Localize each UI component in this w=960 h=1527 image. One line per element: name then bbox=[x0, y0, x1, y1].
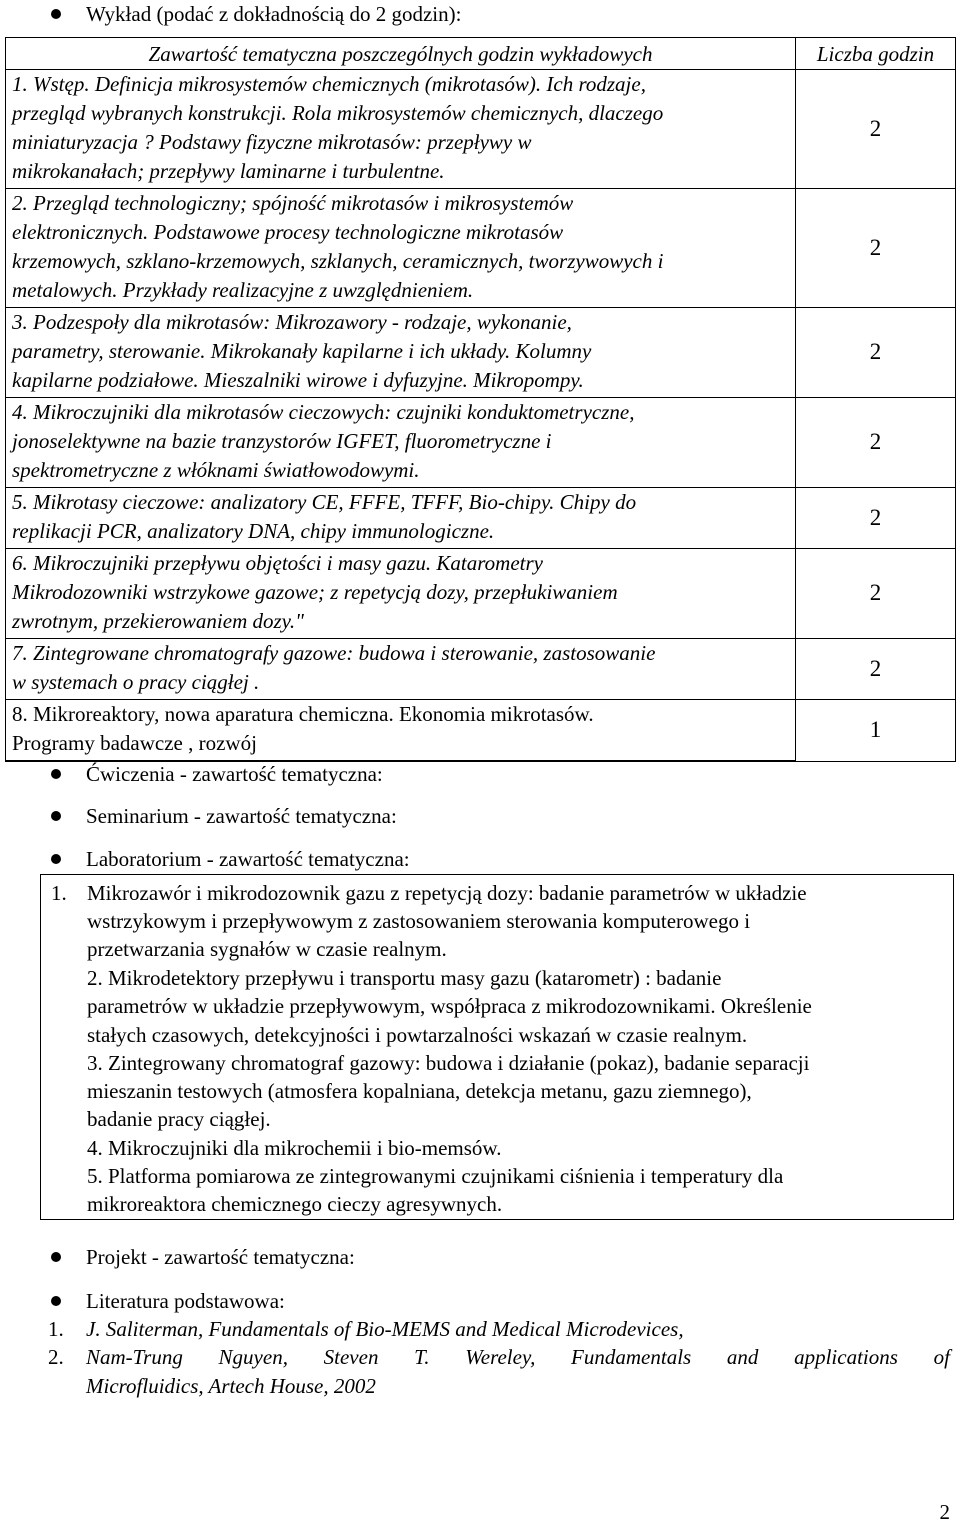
bullet-icon bbox=[51, 1252, 61, 1262]
literature-word: Nam-Trung bbox=[86, 1345, 183, 1369]
lab-box bbox=[40, 874, 954, 1220]
topic-line: krzemowych, szklano-krzemowych, szklanych, ceramicznych, tworzywowych i bbox=[12, 249, 664, 273]
topic-line: 4. Mikroczujniki dla mikrotasów cieczowych: czujniki konduktometryczne, bbox=[12, 400, 635, 424]
topic-line: Mikrodozowniki wstrzykowe gazowe; z repetycją dozy, przepłukiwaniem bbox=[12, 580, 618, 604]
topic-line: 7. Zintegrowane chromatografy gazowe: budowa i sterowanie, zastosowanie bbox=[12, 641, 656, 665]
bullet-icon bbox=[51, 9, 61, 19]
seminar-heading-text: Seminarium - zawartość tematyczna: bbox=[86, 804, 397, 828]
topic-line: 5. Mikrotasy cieczowe: analizatory CE, FFFE, TFFF, Bio-chipy. Chipy do bbox=[12, 490, 637, 514]
header-hours: Liczba godzin bbox=[796, 38, 956, 70]
topic-line: 6. Mikroczujniki przepływu objętości i masy gazu. Katarometry bbox=[12, 551, 543, 575]
hours-cell: 2 bbox=[796, 488, 956, 549]
lecture-heading bbox=[0, 0, 960, 28]
literature-word: Wereley, bbox=[465, 1345, 536, 1369]
table-row bbox=[6, 189, 956, 308]
bullet-icon bbox=[51, 854, 61, 864]
table-row bbox=[6, 700, 956, 762]
topic-line: kapilarne podziałowe. Mieszalniki wirowe i dyfuzyjne. Mikropompy. bbox=[12, 368, 584, 392]
literature-word: T. bbox=[414, 1345, 430, 1369]
topic-cell bbox=[6, 488, 796, 549]
hours-cell: 2 bbox=[796, 308, 956, 398]
topic-line: przegląd wybranych konstrukcji. Rola mikrosystemów chemicznych, dlaczego bbox=[12, 101, 664, 125]
topic-line: metalowych. Przykłady realizacyjne z uwzględnieniem. bbox=[12, 278, 474, 302]
lab-line: mikroreaktora chemicznego cieczy agresywnych. bbox=[87, 1192, 503, 1216]
table-row bbox=[6, 488, 956, 549]
bullet-icon bbox=[51, 769, 61, 779]
topic-line: jonoselektywne na bazie tranzystorów IGFET, fluorometryczne i bbox=[12, 429, 552, 453]
header-topic: Zawartość tematyczna poszczególnych godzin wykładowych bbox=[6, 38, 796, 70]
lab-item-number: 1. bbox=[51, 881, 67, 905]
lab-line: Mikrozawór i mikrodozownik gazu z repetycją dozy: badanie parametrów w układzie bbox=[87, 881, 807, 905]
hours-cell: 2 bbox=[796, 549, 956, 639]
topic-line: 3. Podzespoły dla mikrotasów: Mikrozawory - rodzaje, wykonanie, bbox=[12, 310, 572, 334]
topic-line: Programy badawcze , rozwój bbox=[12, 731, 257, 755]
lab-line: 4. Mikroczujniki dla mikrochemii i bio-memsów. bbox=[87, 1136, 502, 1160]
literature-item-line bbox=[86, 1343, 950, 1372]
topic-line: elektronicznych. Podstawowe procesy technologiczne mikrotasów bbox=[12, 220, 564, 244]
hours-cell: 2 bbox=[796, 70, 956, 189]
lab-line: stałych czasowych, detekcyjności i powtarzalności wskazań w czasie realnym. bbox=[87, 1023, 748, 1047]
topic-cell bbox=[6, 398, 796, 488]
topic-line: spektrometryczne z włóknami światłowodowymi. bbox=[12, 458, 420, 482]
table-row bbox=[6, 70, 956, 189]
lab-line: 5. Platforma pomiarowa ze zintegrowanymi czujnikami ciśnienia i temperatury dla bbox=[87, 1164, 784, 1188]
topic-cell bbox=[6, 549, 796, 639]
topic-line: replikacji PCR, analizatory DNA, chipy immunologiczne. bbox=[12, 519, 495, 543]
literature-item bbox=[0, 1343, 960, 1401]
lecture-table-header bbox=[6, 38, 956, 70]
bullet-icon bbox=[51, 811, 61, 821]
topic-line: miniaturyzacja ? Podstawy fizyczne mikrotasów: przepływy w bbox=[12, 130, 532, 154]
literature-heading bbox=[0, 1287, 960, 1315]
lab-line: 2. Mikrodetektory przepływu i transportu masy gazu (katarometr) : badanie bbox=[87, 966, 722, 990]
table-row bbox=[6, 398, 956, 488]
page-number: 2 bbox=[939, 1500, 950, 1524]
topic-line: 8. Mikroreaktory, nowa aparatura chemiczna. Ekonomia mikrotasów. bbox=[12, 702, 594, 726]
literature-word: applications bbox=[794, 1345, 898, 1369]
project-heading bbox=[0, 1243, 960, 1271]
literature-heading-text: Literatura podstawowa: bbox=[86, 1289, 285, 1313]
literature-item-continuation: Microfluidics, Artech House, 2002 bbox=[86, 1374, 376, 1398]
table-row bbox=[6, 639, 956, 700]
topic-line: zwrotnym, przekierowaniem dozy." bbox=[12, 609, 304, 633]
lab-line: mieszanin testowych (atmosfera kopalniana, detekcja metanu, gazu ziemnego), bbox=[87, 1079, 752, 1103]
topic-line: mikrokanałach; przepływy laminarne i turbulentne. bbox=[12, 159, 445, 183]
hours-cell: 2 bbox=[796, 398, 956, 488]
topic-cell bbox=[6, 70, 796, 189]
literature-item-number: 1. bbox=[48, 1317, 64, 1341]
table-row bbox=[6, 549, 956, 639]
lab-heading bbox=[0, 845, 960, 873]
literature-word: and bbox=[726, 1345, 759, 1369]
topic-cell bbox=[6, 639, 796, 700]
hours-cell: 1 bbox=[796, 700, 956, 762]
topic-cell bbox=[6, 308, 796, 398]
bullet-icon bbox=[51, 1296, 61, 1306]
literature-word: Steven bbox=[323, 1345, 379, 1369]
topic-cell bbox=[6, 189, 796, 308]
lecture-heading-text: Wykład (podać z dokładnością do 2 godzin): bbox=[86, 2, 462, 26]
literature-word: of bbox=[933, 1345, 950, 1369]
literature-item-number: 2. bbox=[48, 1345, 64, 1369]
hours-cell: 2 bbox=[796, 639, 956, 700]
lab-line: wstrzykowym i przepływowym z zastosowaniem sterowania komputerowego i bbox=[87, 909, 751, 933]
seminar-heading bbox=[0, 802, 960, 830]
exercises-heading-text: Ćwiczenia - zawartość tematyczna: bbox=[86, 762, 383, 786]
lab-line: 3. Zintegrowany chromatograf gazowy: budowa i działanie (pokaz), badanie separacji bbox=[87, 1051, 810, 1075]
literature-item bbox=[0, 1315, 960, 1344]
literature-word: Nguyen, bbox=[218, 1345, 288, 1369]
lecture-table bbox=[5, 37, 956, 762]
table-row bbox=[6, 308, 956, 398]
topic-line: 2. Przegląd technologiczny; spójność mikrotasów i mikrosystemów bbox=[12, 191, 574, 215]
project-heading-text: Projekt - zawartość tematyczna: bbox=[86, 1245, 355, 1269]
topic-line: parametry, sterowanie. Mikrokanały kapilarne i ich układy. Kolumny bbox=[12, 339, 592, 363]
lab-heading-text: Laboratorium - zawartość tematyczna: bbox=[86, 847, 410, 871]
topic-cell bbox=[6, 700, 796, 762]
lab-line: badanie pracy ciągłej. bbox=[87, 1107, 271, 1131]
topic-line: 1. Wstęp. Definicja mikrosystemów chemicznych (mikrotasów). Ich rodzaje, bbox=[12, 72, 646, 96]
topic-line: w systemach o pracy ciągłej . bbox=[12, 670, 260, 694]
exercises-heading bbox=[0, 760, 960, 788]
literature-word: Fundamentals bbox=[571, 1345, 692, 1369]
lab-line: parametrów w układzie przepływowym, współpraca z mikrodozownikami. Określenie bbox=[87, 994, 812, 1018]
literature-item-text: J. Saliterman, Fundamentals of Bio-MEMS and Medical Microdevices, bbox=[86, 1317, 684, 1341]
hours-cell: 2 bbox=[796, 189, 956, 308]
lab-line: przetwarzania sygnałów w czasie realnym. bbox=[87, 937, 447, 961]
